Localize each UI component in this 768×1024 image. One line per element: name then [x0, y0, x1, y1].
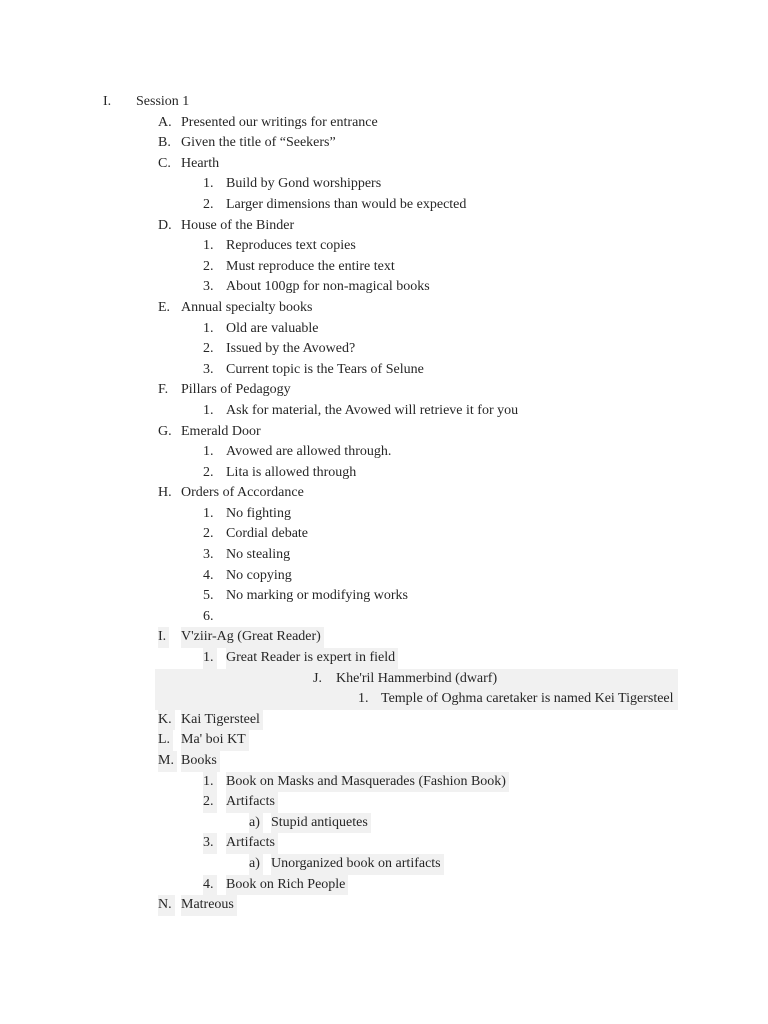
outline-text: Current topic is the Tears of Selune — [226, 361, 424, 377]
outline-marker: 5. — [203, 588, 214, 604]
outline-item — [0, 607, 768, 628]
outline-item — [0, 751, 768, 772]
outline-item — [0, 319, 768, 340]
outline-marker: 1. — [203, 444, 214, 460]
outline-item — [0, 133, 768, 154]
outline-text: Book on Masks and Masquerades (Fashion Book) — [226, 772, 509, 793]
outline-marker: 4. — [203, 567, 214, 583]
outline-item — [0, 236, 768, 257]
outline-text: House of the Binder — [181, 217, 295, 233]
outline-item — [0, 174, 768, 195]
outline-text: Book on Rich People — [226, 875, 348, 896]
outline-item — [0, 216, 768, 237]
outline-item — [0, 875, 768, 896]
outline-item — [155, 669, 678, 690]
outline-item — [0, 92, 768, 113]
outline-marker: C. — [158, 155, 171, 171]
outline-item — [0, 401, 768, 422]
outline-item — [0, 545, 768, 566]
outline-marker: 2. — [203, 341, 214, 357]
outline-marker: M. — [158, 751, 177, 772]
outline-marker: I. — [103, 94, 112, 109]
outline-marker: E. — [158, 299, 171, 315]
outline-marker: 2. — [203, 792, 217, 813]
outline-marker: 4. — [203, 875, 217, 896]
outline-item — [0, 627, 768, 648]
outline-marker: 1. — [203, 176, 214, 192]
outline-item — [0, 504, 768, 525]
outline-text: No stealing — [226, 547, 291, 563]
outline-item — [0, 566, 768, 587]
outline-marker: 2. — [203, 196, 214, 212]
outline-marker: H. — [158, 485, 172, 501]
outline-marker: 1. — [203, 402, 214, 418]
outline-item — [0, 710, 768, 731]
outline-marker: 1. — [203, 648, 217, 669]
outline-text: No marking or modifying works — [226, 588, 408, 604]
outline-item — [0, 833, 768, 854]
outline-marker: B. — [158, 135, 171, 151]
outline-text: Reproduces text copies — [226, 238, 356, 254]
outline-text: Larger dimensions than would be expected — [226, 196, 467, 212]
outline-marker: a) — [249, 813, 263, 834]
outline-text: Kai Tigersteel — [181, 710, 263, 731]
outline-item — [0, 463, 768, 484]
outline-item — [0, 277, 768, 298]
outline-item — [0, 792, 768, 813]
outline-marker: I. — [158, 627, 169, 648]
outline-marker: 1. — [203, 320, 214, 336]
outline-item — [155, 689, 678, 710]
outline-item — [0, 257, 768, 278]
outline-marker: 3. — [203, 833, 217, 854]
outline-item — [0, 360, 768, 381]
outline-marker: 2. — [203, 464, 214, 480]
outline-item — [0, 483, 768, 504]
outline-text: Unorganized book on artifacts — [271, 854, 444, 875]
outline-item — [0, 339, 768, 360]
outline-item — [0, 442, 768, 463]
outline-item — [0, 154, 768, 175]
outline-text: No copying — [226, 567, 292, 583]
outline-item — [0, 895, 768, 916]
outline-text: Matreous — [181, 895, 237, 916]
outline-item — [0, 586, 768, 607]
outline-item — [0, 113, 768, 134]
outline-item — [0, 524, 768, 545]
outline-marker: J. — [313, 670, 322, 686]
outline-marker: 1. — [358, 691, 369, 707]
outline-text: Lita is allowed through — [226, 464, 357, 480]
outline-text: Annual specialty books — [181, 299, 313, 315]
outline-item — [0, 854, 768, 875]
outline-text: V'ziir-Ag (Great Reader) — [181, 627, 324, 648]
outline-text: Temple of Oghma caretaker is named Kei Tigersteel — [381, 691, 674, 707]
outline-marker: L. — [158, 730, 173, 751]
outline-marker: A. — [158, 114, 172, 130]
outline-text: No fighting — [226, 505, 291, 521]
outline-item — [0, 813, 768, 834]
outline-text: Presented our writings for entrance — [181, 114, 378, 130]
outline-text: Issued by the Avowed? — [226, 341, 356, 357]
outline-marker: 6. — [203, 608, 214, 624]
outline-text: Books — [181, 751, 220, 772]
outline-text: Artifacts — [226, 792, 278, 813]
outline-text: Khe'ril Hammerbind (dwarf) — [336, 670, 498, 686]
outline-text: Ma' boi KT — [181, 730, 249, 751]
outline-text: Build by Gond worshippers — [226, 176, 382, 192]
outline-item — [0, 195, 768, 216]
outline-marker: 2. — [203, 526, 214, 542]
outline-item — [0, 380, 768, 401]
outline-text: Emerald Door — [181, 423, 261, 439]
outline-item — [0, 772, 768, 793]
outline-marker: N. — [158, 895, 175, 916]
outline-text: Given the title of “Seekers” — [181, 135, 336, 151]
outline-marker: 1. — [203, 238, 214, 254]
outline-text: Old are valuable — [226, 320, 319, 336]
outline-marker: a) — [249, 854, 263, 875]
outline-marker: 3. — [203, 361, 214, 377]
outline-text: Must reproduce the entire text — [226, 258, 395, 274]
document-outline — [0, 92, 768, 916]
outline-marker: 1. — [203, 772, 217, 793]
outline-text: Cordial debate — [226, 526, 309, 542]
outline-marker: D. — [158, 217, 172, 233]
outline-marker: F. — [158, 382, 169, 398]
outline-marker: K. — [158, 710, 175, 731]
outline-marker: 2. — [203, 258, 214, 274]
outline-item — [0, 422, 768, 443]
outline-marker: 3. — [203, 547, 214, 563]
outline-text: Artifacts — [226, 833, 278, 854]
outline-text: Avowed are allowed through. — [226, 444, 392, 460]
outline-marker: G. — [158, 423, 172, 439]
outline-text: Ask for material, the Avowed will retrieve it for you — [226, 402, 519, 418]
outline-text: Session 1 — [136, 94, 190, 109]
outline-text: Stupid antiquetes — [271, 813, 371, 834]
outline-item — [0, 298, 768, 319]
outline-text: Orders of Accordance — [181, 485, 304, 501]
outline-item — [0, 648, 768, 669]
outline-marker: 1. — [203, 505, 214, 521]
outline-text: Hearth — [181, 155, 220, 171]
outline-text: Pillars of Pedagogy — [181, 382, 291, 398]
outline-item — [0, 730, 768, 751]
outline-marker: 3. — [203, 279, 214, 295]
outline-text: About 100gp for non-magical books — [226, 279, 430, 295]
outline-text: Great Reader is expert in field — [226, 648, 398, 669]
